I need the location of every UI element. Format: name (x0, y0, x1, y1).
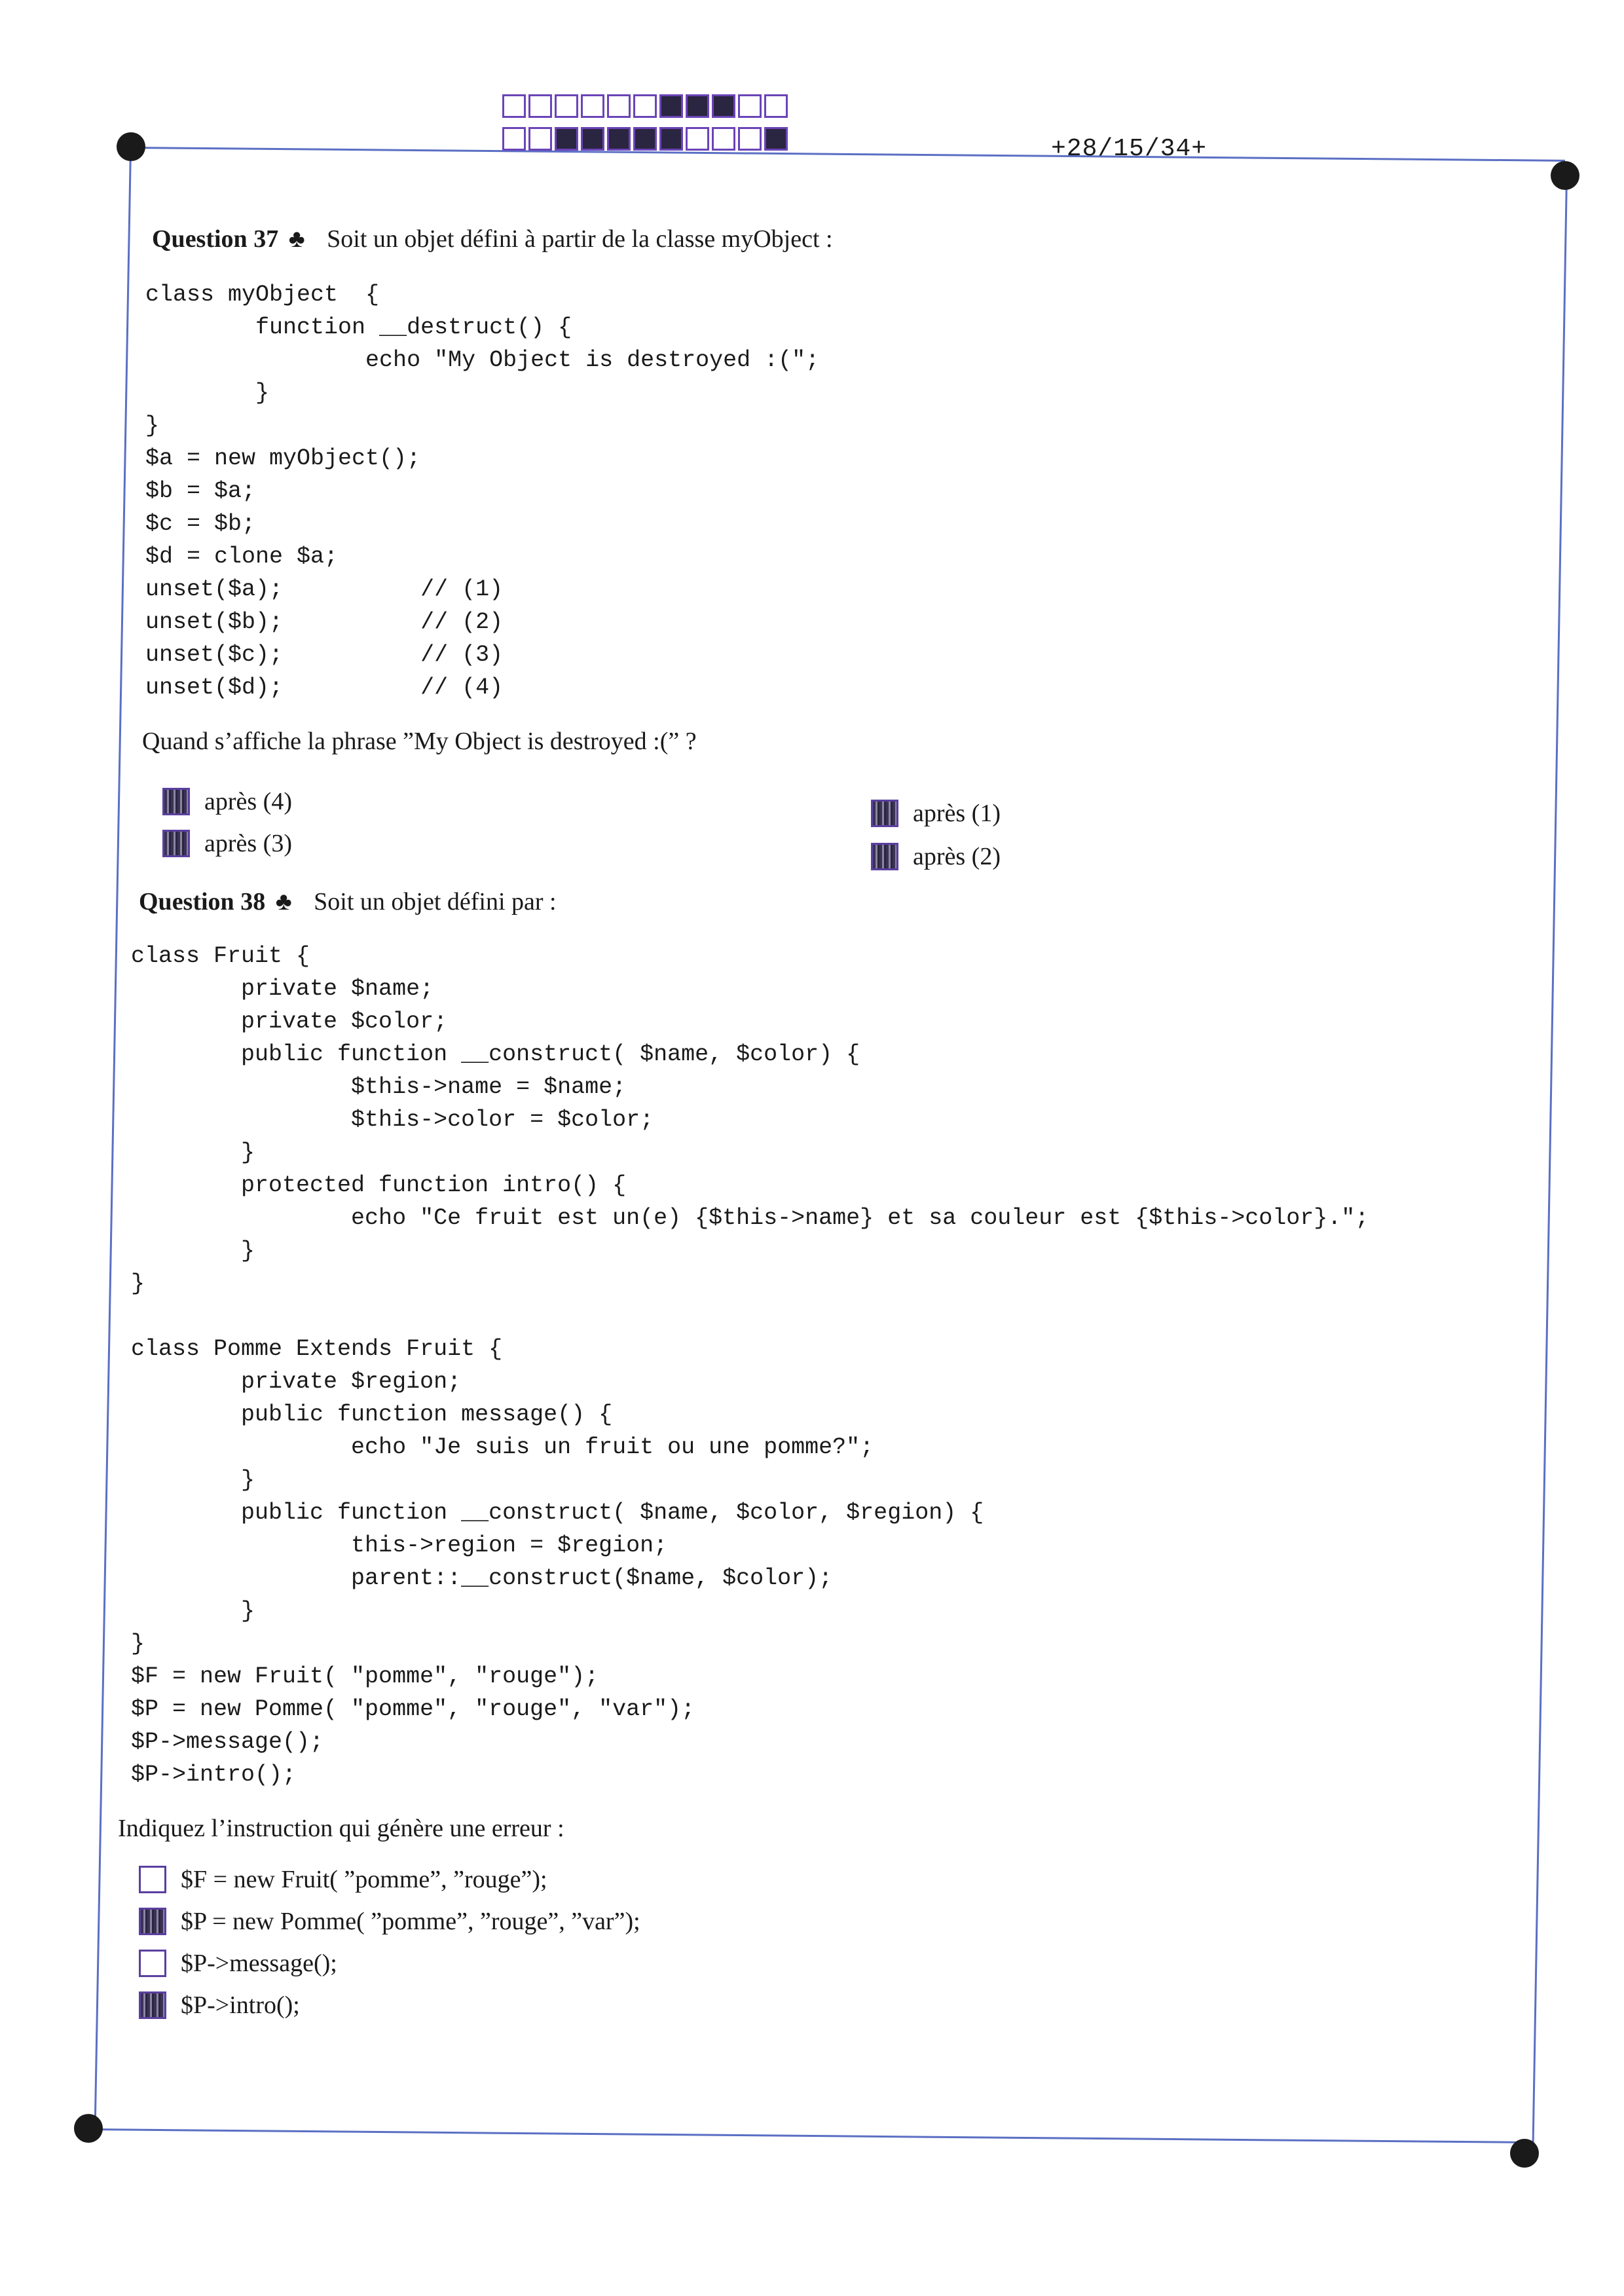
answer-checkbox[interactable] (139, 1991, 166, 2019)
corner-dot-bottom-right (1510, 2139, 1539, 2168)
id-bar-box (555, 94, 578, 118)
club-icon: ♣ (288, 225, 305, 253)
id-bar-box (581, 127, 604, 151)
answer-checkbox[interactable] (871, 800, 898, 827)
frame-bottom-line (88, 2128, 1529, 2143)
answer-intro[interactable] (139, 1991, 300, 2020)
question-38-header (139, 887, 557, 916)
id-bar-box (581, 94, 604, 118)
frame-top-line (131, 147, 1565, 162)
answer-label: $P->message(); (181, 1950, 337, 1977)
id-bar-box (764, 127, 788, 151)
question-number: Question 38 (139, 888, 266, 916)
question-37-prompt: Quand s’affiche la phrase ”My Object is destroyed :(” ? (142, 728, 697, 755)
answer-label: $F = new Fruit( ”pomme”, ”rouge”); (181, 1866, 547, 1893)
question-37-header (152, 225, 833, 253)
id-bar-row-2 (502, 127, 790, 155)
answer-message[interactable] (139, 1949, 337, 1978)
answer-apres-3[interactable] (162, 829, 292, 858)
id-bar-box (712, 127, 735, 151)
answer-checkbox[interactable] (139, 1866, 166, 1893)
id-bar-box (502, 94, 526, 118)
id-bar-box (528, 127, 552, 151)
id-bar-box (738, 94, 762, 118)
question-38-code: class Fruit { private $name; private $color; public function __construct( $name, $color) { $this->name = $name; $this->color = $color; } protected function intro() { echo "Ce fruit est un(e) {$this->name} et sa couleur est {$this->color}."; } } class Pomme Extends Fruit { private $region; public function message() { echo "Je suis un fruit ou une pomme?"; } public function __construct( $name, $color, $region) { this->region = $region; parent::__construct($name, $color); } } $F = new Fruit( "pomme", "rouge"); $P = new Pomme( "pomme", "rouge", "var"); $P->message(); $P->intro(); (131, 943, 1369, 1788)
answer-apres-1[interactable] (871, 799, 1001, 828)
id-bar-box (764, 94, 788, 118)
answer-label: $P = new Pomme( ”pomme”, ”rouge”, ”var”); (181, 1908, 640, 1935)
answer-new-fruit[interactable] (139, 1865, 547, 1894)
answer-checkbox[interactable] (871, 843, 898, 870)
question-number: Question 37 (152, 225, 279, 253)
answer-checkbox[interactable] (162, 830, 190, 857)
answer-label: après (3) (204, 830, 292, 857)
id-bar-box (633, 127, 657, 151)
id-bar-box (659, 94, 683, 118)
id-bar-box (555, 127, 578, 151)
id-bar-box (659, 127, 683, 151)
club-icon: ♣ (275, 888, 292, 916)
question-stem: Soit un objet défini à partir de la classe myObject : (327, 225, 833, 253)
question-37-code: class myObject { function __destruct() { echo "My Object is destroyed :("; } } $a = new myObject(); $b = $a; $c = $b; $d = clone $a; unset($a); // (1) unset($b); // (2) unset($c); // (3) unset($d); // (4) (145, 282, 820, 701)
corner-dot-top-left (117, 132, 145, 161)
answer-apres-2[interactable] (871, 842, 1001, 871)
id-bar-box (633, 94, 657, 118)
id-bar-row-1 (502, 94, 790, 122)
id-bar-box (686, 94, 709, 118)
answer-new-pomme[interactable] (139, 1907, 640, 1936)
answer-label: après (1) (913, 800, 1001, 827)
answer-checkbox[interactable] (162, 788, 190, 815)
question-38-prompt: Indiquez l’instruction qui génère une erreur : (118, 1815, 564, 1842)
id-bar-box (712, 94, 735, 118)
id-bar-box (502, 127, 526, 151)
id-bar-box (738, 127, 762, 151)
id-bar-box (686, 127, 709, 151)
id-bar-box (607, 94, 631, 118)
frame-right-line (1532, 176, 1568, 2153)
corner-dot-top-right (1551, 161, 1579, 190)
answer-label: après (2) (913, 843, 1001, 870)
answer-checkbox[interactable] (139, 1908, 166, 1935)
id-bar-box (607, 127, 631, 151)
question-stem: Soit un objet défini par : (314, 888, 557, 916)
answer-checkbox[interactable] (139, 1950, 166, 1977)
page-number: +28/15/34+ (1051, 135, 1208, 163)
answer-label: après (4) (204, 788, 292, 815)
answer-label: $P->intro(); (181, 1991, 300, 2019)
answer-apres-4[interactable] (162, 787, 292, 816)
id-bar-box (528, 94, 552, 118)
corner-dot-bottom-left (74, 2114, 103, 2143)
